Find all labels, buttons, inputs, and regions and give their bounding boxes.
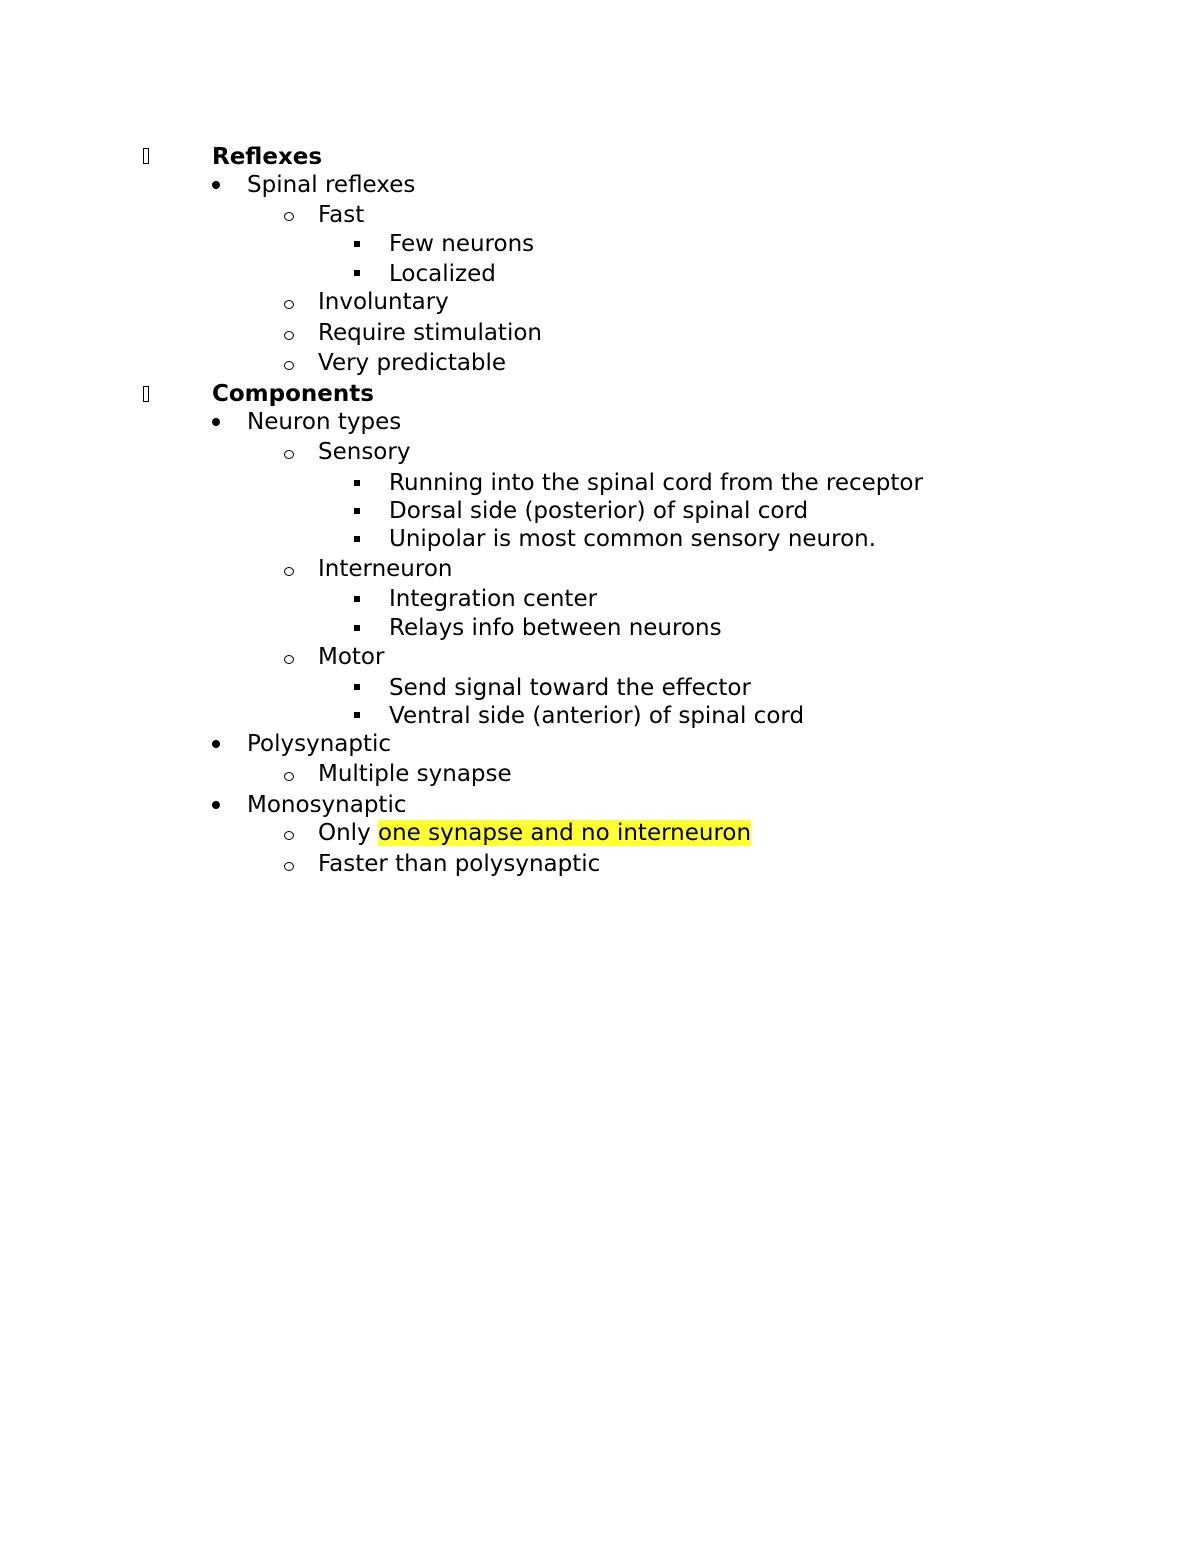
list-item-fast: Fast xyxy=(318,202,365,228)
list-item-running-into: Running into the spinal cord from the receptor xyxy=(389,470,923,496)
section-heading-components: Components xyxy=(212,381,374,407)
list-item-relays-info: Relays info between neurons xyxy=(389,615,722,641)
square-bullet-icon xyxy=(354,684,360,690)
square-bullet-icon xyxy=(354,480,360,486)
list-item-send-signal: Send signal toward the effector xyxy=(389,675,751,701)
square-bullet-icon xyxy=(354,270,360,276)
list-item-neuron-types: Neuron types xyxy=(247,409,402,435)
section-marker-icon xyxy=(143,148,149,164)
sub-bullet-icon xyxy=(284,361,294,370)
only-prefix-text: Only xyxy=(318,820,378,846)
list-item-monosynaptic: Monosynaptic xyxy=(247,792,407,818)
bullet-icon xyxy=(212,418,220,426)
list-item-require-stimulation: Require stimulation xyxy=(318,320,542,346)
list-item-faster-than: Faster than polysynaptic xyxy=(318,851,601,877)
square-bullet-icon xyxy=(354,536,360,542)
sub-bullet-icon xyxy=(284,331,294,340)
square-bullet-icon xyxy=(354,508,360,514)
sub-bullet-icon xyxy=(284,212,294,221)
list-item-ventral-side: Ventral side (anterior) of spinal cord xyxy=(389,703,805,729)
section-heading-reflexes: Reflexes xyxy=(212,144,323,170)
list-item-multiple-synapse: Multiple synapse xyxy=(318,761,512,787)
sub-bullet-icon xyxy=(284,655,294,664)
square-bullet-icon xyxy=(354,596,360,602)
square-bullet-icon xyxy=(354,712,360,718)
bullet-icon xyxy=(212,181,220,189)
sub-bullet-icon xyxy=(284,567,294,576)
list-item-involuntary: Involuntary xyxy=(318,289,449,315)
highlighted-text: one synapse and no interneuron xyxy=(378,820,752,846)
list-item-localized: Localized xyxy=(389,261,496,287)
bullet-icon xyxy=(212,801,220,809)
square-bullet-icon xyxy=(354,241,360,247)
list-item-interneuron: Interneuron xyxy=(318,556,453,582)
sub-bullet-icon xyxy=(284,450,294,459)
list-item-spinal-reflexes: Spinal reflexes xyxy=(247,172,416,198)
bullet-icon xyxy=(212,740,220,748)
list-item-only-one-synapse xyxy=(318,819,751,847)
list-item-motor: Motor xyxy=(318,644,385,670)
sub-bullet-icon xyxy=(284,862,294,871)
sub-bullet-icon xyxy=(284,300,294,309)
list-item-integration-center: Integration center xyxy=(389,586,598,612)
list-item-dorsal-side: Dorsal side (posterior) of spinal cord xyxy=(389,498,809,524)
square-bullet-icon xyxy=(354,625,360,631)
sub-bullet-icon xyxy=(284,831,294,840)
list-item-very-predictable: Very predictable xyxy=(318,350,507,376)
section-marker-icon xyxy=(143,386,149,402)
list-item-unipolar: Unipolar is most common sensory neuron. xyxy=(389,526,877,552)
sub-bullet-icon xyxy=(284,772,294,781)
list-item-few-neurons: Few neurons xyxy=(389,231,535,257)
list-item-polysynaptic: Polysynaptic xyxy=(247,731,392,757)
list-item-sensory: Sensory xyxy=(318,439,411,465)
